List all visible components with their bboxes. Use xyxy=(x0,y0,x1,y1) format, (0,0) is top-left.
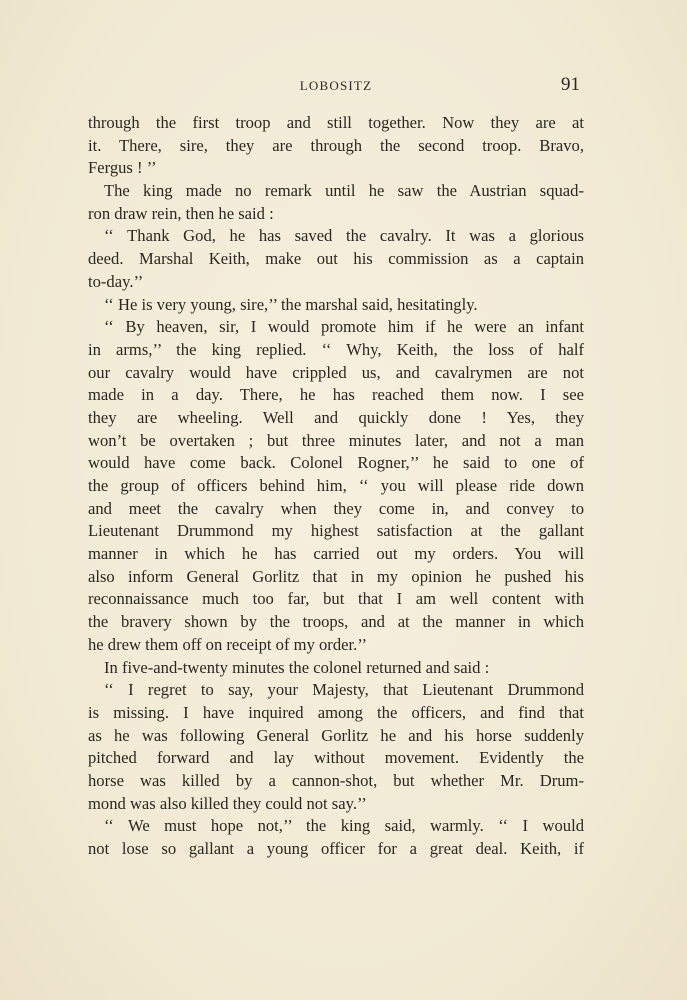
text-line: ron draw rein, then he said : xyxy=(88,203,274,223)
text-line: manner in which he has carried out my orders. You will xyxy=(88,544,584,564)
text-line: they are wheeling. Well and quickly done ! Yes, they xyxy=(88,407,584,427)
text-line: reconnaissance much too far, but that I am well content with xyxy=(88,589,584,609)
text-line: as he was following General Gorlitz he and his horse suddenly xyxy=(88,725,584,745)
page-number: 91 xyxy=(561,74,580,95)
text-line: Lieutenant Drummond my highest satisfaction at the gallant xyxy=(88,521,584,541)
body-text xyxy=(88,112,584,861)
text-line: ‘‘ We must hope not,’’ the king said, warmly. ‘‘ I would xyxy=(104,816,584,836)
text-line: it. There, sire, they are through the second troop. Bravo, xyxy=(88,135,584,155)
text-line: pitched forward and lay without movement. Evidently the xyxy=(88,748,584,768)
text-line: and meet the cavalry when they come in, and convey to xyxy=(88,498,584,518)
text-line: in arms,’’ the king replied. ‘‘ Why, Keith, the loss of half xyxy=(88,339,584,359)
text-line: mond was also killed they could not say.’’ xyxy=(88,793,367,813)
text-line: won’t be overtaken ; but three minutes later, and not a man xyxy=(88,430,584,450)
text-line: deed. Marshal Keith, make out his commission as a captain xyxy=(88,249,584,269)
text-line: horse was killed by a cannon-shot, but whether Mr. Drum- xyxy=(88,770,584,790)
text-line: ‘‘ He is very young, sire,’’ the marshal said, hesitatingly. xyxy=(104,294,478,314)
text-line: the bravery shown by the troops, and at the manner in which xyxy=(88,612,584,632)
text-line: would have come back. Colonel Rogner,’’ he said to one of xyxy=(88,453,584,473)
text-line: made in a day. There, he has reached them now. I see xyxy=(88,385,584,405)
text-line: he drew them off on receipt of my order.’’ xyxy=(88,634,368,654)
text-line: ‘‘ Thank God, he has saved the cavalry. It was a glorious xyxy=(104,226,584,246)
text-line: the group of officers behind him, ‘‘ you will please ride down xyxy=(88,476,584,495)
text-line: Fergus ! ’’ xyxy=(88,158,157,178)
running-title: LOBOSITZ xyxy=(299,78,373,93)
text-line: also inform General Gorlitz that in my opinion he pushed his xyxy=(88,566,584,586)
text-line: our cavalry would have crippled us, and cavalrymen are not xyxy=(88,362,584,382)
text-line: through the first troop and still together. Now they are at xyxy=(88,113,584,132)
text-line: ‘‘ By heaven, sir, I would promote him if he were an infant xyxy=(104,317,584,337)
text-line: In five-and-twenty minutes the colonel returned and said : xyxy=(104,657,490,677)
running-head xyxy=(88,74,584,98)
text-line: is missing. I have inquired among the officers, and find that xyxy=(88,702,584,722)
text-line: to-day.’’ xyxy=(88,271,144,291)
text-line: not lose so gallant a young officer for a great deal. Keith, if xyxy=(88,839,584,858)
text-line: ‘‘ I regret to say, your Majesty, that Lieutenant Drummond xyxy=(104,680,584,700)
text-line: The king made no remark until he saw the Austrian squad- xyxy=(104,181,584,201)
